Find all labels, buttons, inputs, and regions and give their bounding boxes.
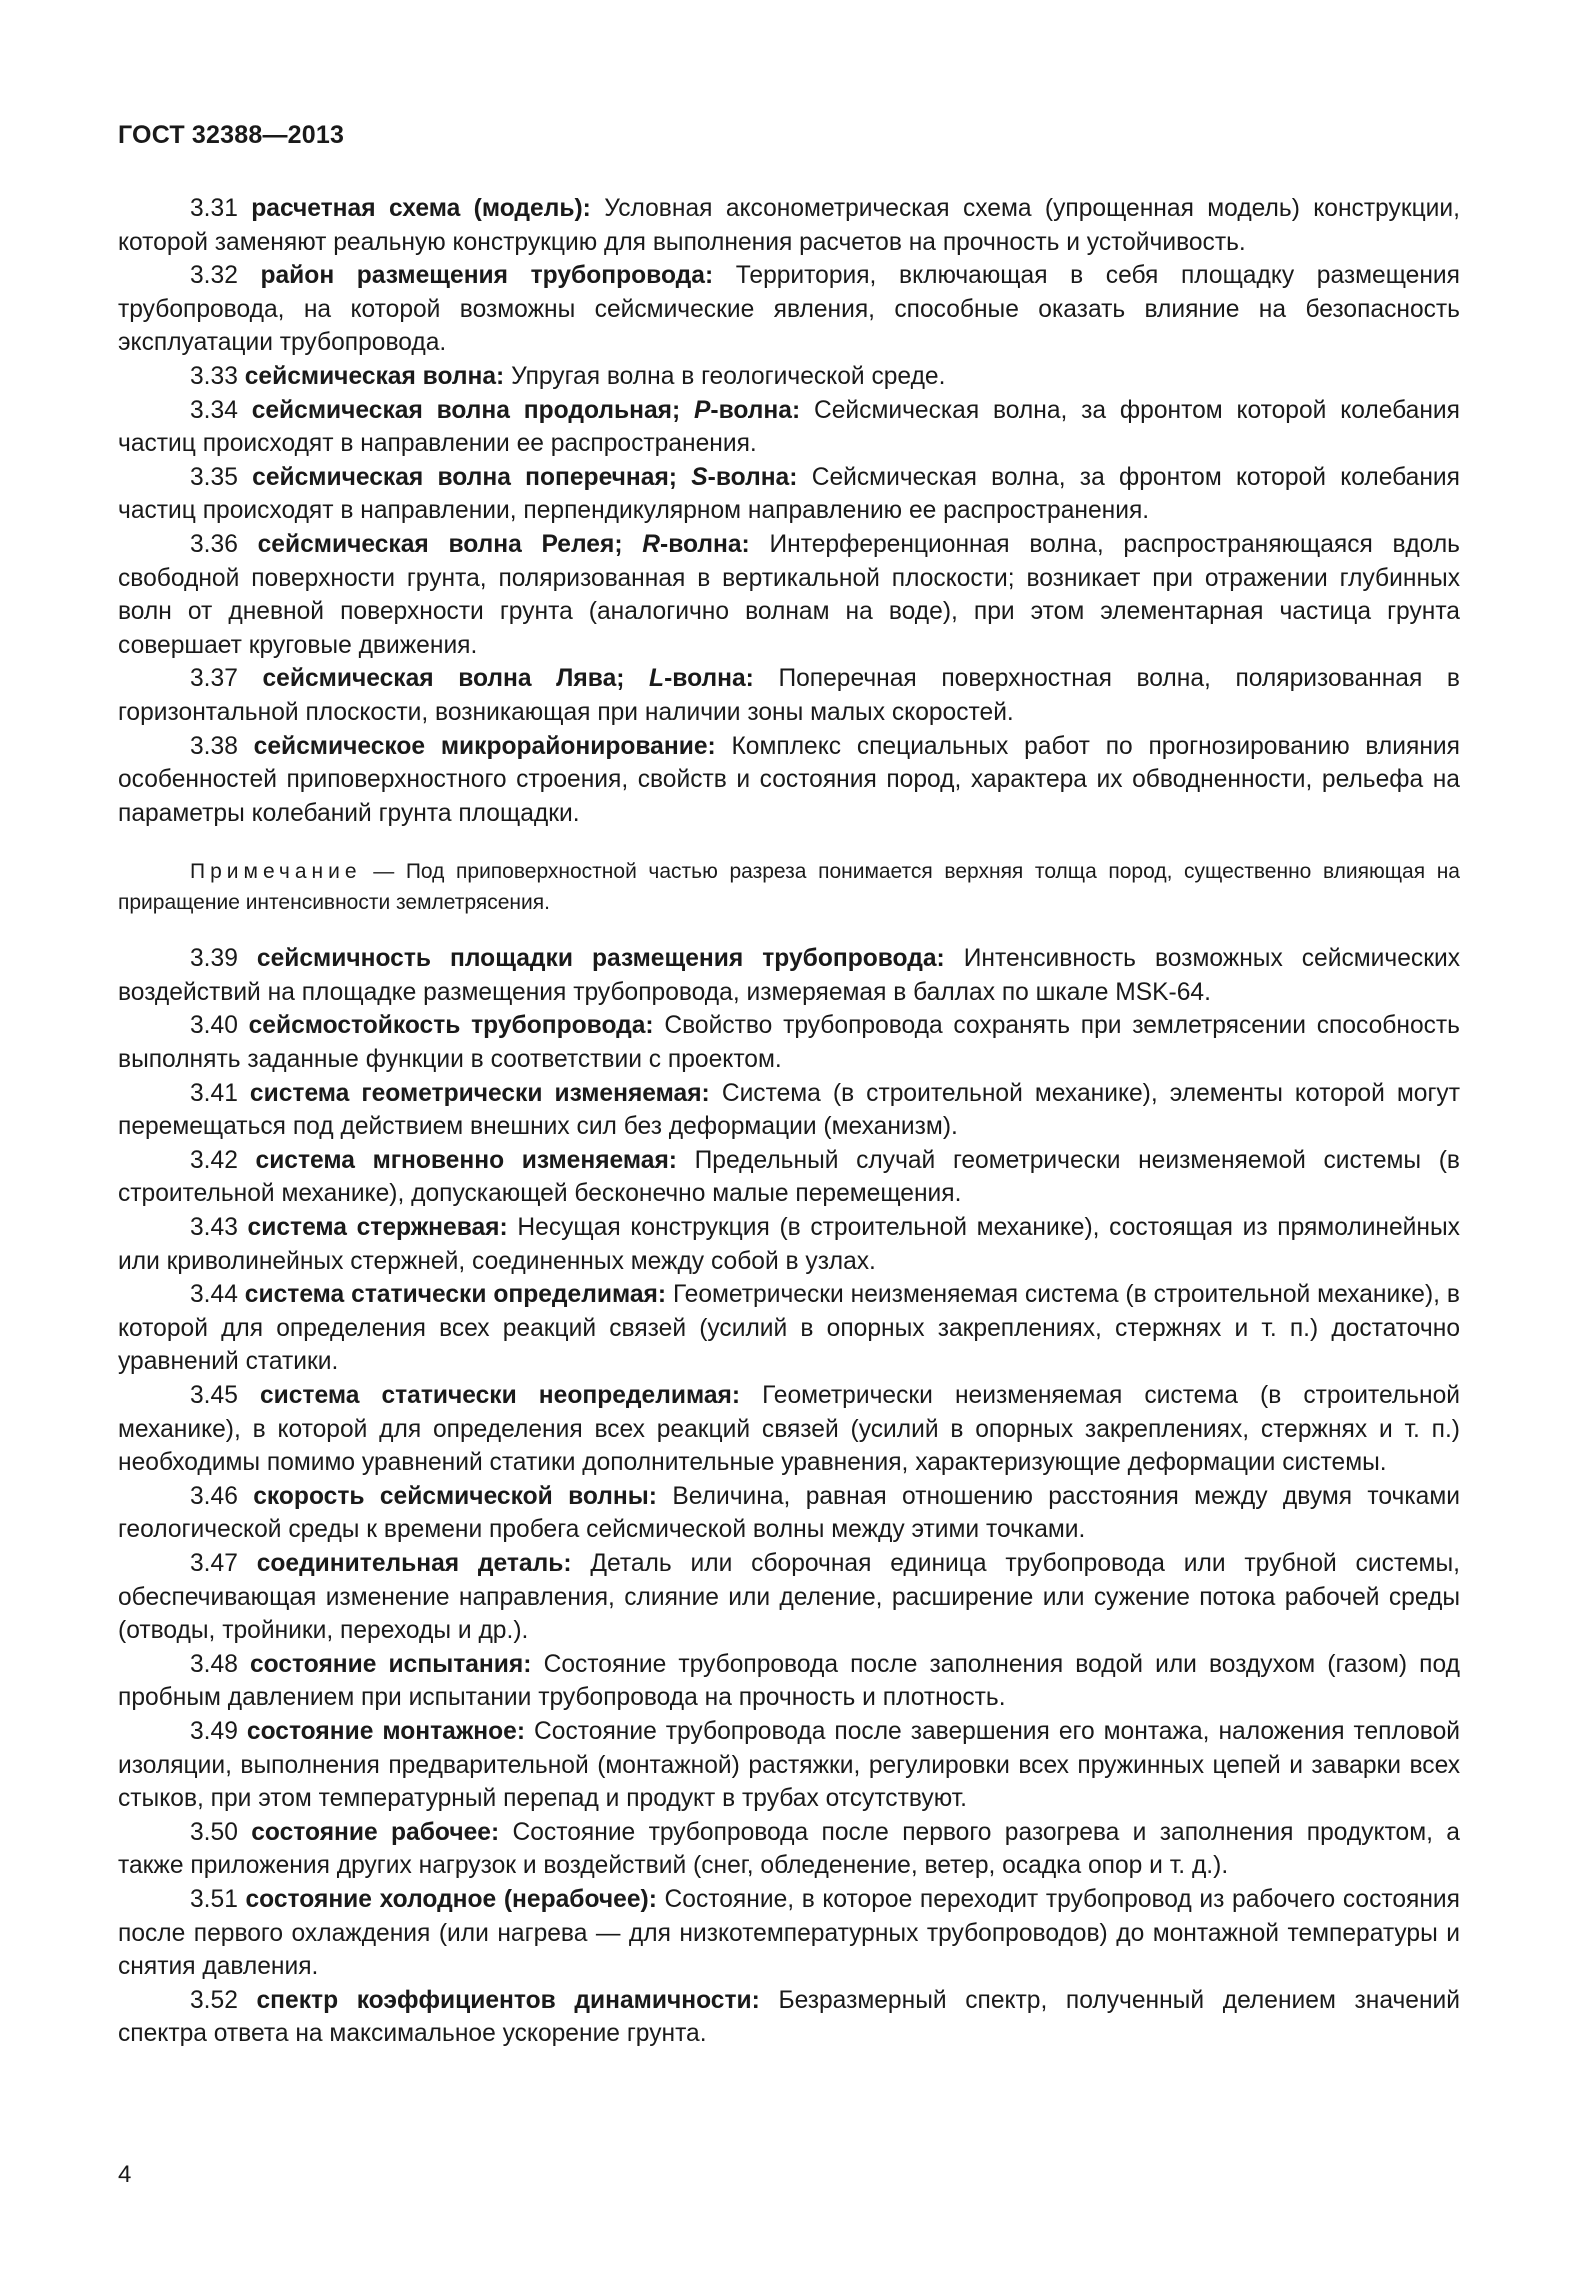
term-name-part: сейсмическая волна поперечная; bbox=[252, 463, 692, 491]
term-number: 3.45 bbox=[190, 1382, 238, 1409]
term-name-part: система статически неопределимая: bbox=[259, 1382, 741, 1409]
term-name bbox=[245, 1281, 666, 1308]
term-entry bbox=[118, 394, 1460, 461]
term-definition: Территория, включающая в себя площадку размещения трубопровода, на которой возможны сейсмические явления, способные оказать влияние на безопасность эксплуатации трубопровода. bbox=[118, 262, 1460, 357]
term-number: 3.48 bbox=[190, 1650, 238, 1678]
term-number: 3.37 bbox=[190, 665, 238, 693]
term-number: 3.35 bbox=[190, 463, 238, 491]
term-entry bbox=[118, 942, 1460, 1009]
term-name-part: L bbox=[649, 665, 665, 693]
term-name-part: скорость сейсмической волны: bbox=[253, 1482, 657, 1510]
term-number: 3.43 bbox=[190, 1214, 238, 1242]
term-number: 3.50 bbox=[190, 1818, 238, 1846]
term-definition: Предельный случай геометрически неизменяемой системы (в строительной механике), допускающей бесконечно малые перемещения. bbox=[118, 1146, 1460, 1208]
term-number: 3.33 bbox=[190, 362, 238, 390]
term-name bbox=[257, 945, 945, 972]
term-entry bbox=[118, 1883, 1460, 1984]
term-entry bbox=[118, 1984, 1460, 2051]
term-name bbox=[254, 733, 716, 760]
note-text: — Под приповерхностной частью разреза понимается верхняя толща пород, существенно влияющая на приращение интенсивности землетрясения. bbox=[118, 860, 1460, 915]
term-name-part: сейсмическое микрорайонирование: bbox=[253, 732, 716, 760]
term-name-part: сейсмостойкость трубопровода: bbox=[248, 1012, 654, 1040]
term-definition: Интерференционная волна, распространяющаяся вдоль свободной поверхности грунта, поляризованная в вертикальной плоскости; возникает при отражении глубинных волн от дневной поверхности грунта (аналогично волнам на воде), при этом элементарная частица грунта совершает круговые движения. bbox=[118, 530, 1460, 659]
term-entry bbox=[118, 662, 1460, 729]
term-number: 3.38 bbox=[190, 732, 238, 760]
term-name-part: система статически определимая: bbox=[244, 1281, 667, 1309]
term-number: 3.49 bbox=[190, 1717, 238, 1745]
term-name-part: состояние холодное (нерабочее): bbox=[245, 1885, 657, 1913]
term-number: 3.36 bbox=[190, 530, 238, 558]
term-name bbox=[245, 363, 505, 390]
term-definition: Состояние трубопровода после заполнения водой или воздухом (газом) под пробным давлением при испытании трубопровода на прочность и плотность. bbox=[118, 1650, 1460, 1712]
term-definition: Безразмерный спектр, полученный делением значений спектра ответа на максимальное ускорение грунта. bbox=[118, 1986, 1461, 2048]
term-name-part: сейсмическая волна: bbox=[244, 362, 505, 390]
term-number: 3.40 bbox=[190, 1012, 238, 1040]
term-name bbox=[246, 1886, 657, 1913]
term-definition: Геометрически неизменяемая система (в строительной механике), в которой для определения всех реакций связей (усилий в опорных закреплениях, стержнях и т. п.) достаточно уравнений статики. bbox=[118, 1281, 1460, 1376]
term-definition: Сейсмическая волна, за фронтом которой колебания частиц происходят в направлении, перпендикулярном направлению ее распространения. bbox=[118, 463, 1460, 525]
term-name-part: система мгновенно изменяемая: bbox=[255, 1146, 677, 1174]
term-name-part: соединительная деталь: bbox=[256, 1549, 572, 1577]
term-entry bbox=[118, 192, 1460, 259]
document-header: ГОСТ 32388—2013 bbox=[118, 121, 345, 149]
term-name bbox=[260, 262, 713, 289]
term-name bbox=[250, 1080, 710, 1107]
term-name bbox=[257, 1550, 572, 1577]
term-number: 3.34 bbox=[190, 396, 238, 424]
term-name bbox=[262, 665, 753, 692]
term-name bbox=[260, 1382, 740, 1409]
term-number: 3.42 bbox=[190, 1146, 238, 1174]
term-definition: Упругая волна в геологической среде. bbox=[511, 362, 946, 390]
term-definition: Поперечная поверхностная волна, поляризованная в горизонтальной плоскости, возникающая при наличии зоны малых скоростей. bbox=[118, 665, 1460, 726]
term-definition: Свойство трубопровода сохранять при землетрясении способность выполнять заданные функции в соответствии с проектом. bbox=[118, 1012, 1460, 1074]
term-number: 3.39 bbox=[190, 945, 238, 973]
term-entry bbox=[118, 1144, 1460, 1211]
term-entry bbox=[118, 730, 1460, 831]
term-name-part: сейсмическая волна продольная; bbox=[251, 396, 694, 424]
term-definition: Интенсивность возможных сейсмических воздействий на площадке размещения трубопровода, измеряемая в баллах по шкале MSK-64. bbox=[118, 945, 1460, 1006]
term-name-part: расчетная схема (модель): bbox=[251, 195, 591, 222]
term-definition: Геометрически неизменяемая система (в строительной механике), в которой для определения всех реакций связей (усилий в опорных закреплениях, стержнях и т. п.) необходимы помимо уравнений статики дополнительные уравнения, характеризующие деформации системы. bbox=[118, 1382, 1460, 1477]
term-number: 3.51 bbox=[190, 1885, 238, 1913]
term-entry bbox=[118, 1211, 1460, 1278]
term-name-part: спектр коэффициентов динамичности: bbox=[256, 1986, 760, 2014]
term-name bbox=[253, 1483, 657, 1510]
term-definition: Состояние, в которое переходит трубопровод из рабочего состояния после первого охлаждения (или нагрева — для низкотемпературных трубопроводов) до монтажной температуры и снятия давления. bbox=[118, 1885, 1460, 1981]
term-entry bbox=[118, 1480, 1460, 1547]
term-definition: Система (в строительной механике), элементы которой могут перемещаться под действием внешних сил без деформации (механизм). bbox=[118, 1079, 1460, 1141]
term-name-part: система стержневая: bbox=[247, 1214, 508, 1242]
term-name-part: S bbox=[691, 463, 708, 491]
term-name-part: район размещения трубопровода: bbox=[260, 262, 714, 290]
term-number: 3.44 bbox=[190, 1281, 238, 1309]
term-entry bbox=[118, 461, 1460, 528]
term-number: 3.47 bbox=[190, 1549, 238, 1577]
term-name-part: -волна: bbox=[707, 463, 798, 491]
page-number: 4 bbox=[118, 2161, 132, 2188]
term-entry bbox=[118, 1816, 1460, 1883]
term-entry bbox=[118, 1547, 1460, 1648]
terms-list-before-note bbox=[118, 192, 1460, 830]
term-number: 3.52 bbox=[190, 1986, 238, 2014]
term-definition: Состояние трубопровода после первого разогрева и заполнения продуктом, а также приложения других нагрузок и воздействий (снег, обледенение, ветер, осадка опор и т. д.). bbox=[118, 1818, 1460, 1880]
term-definition: Комплекс специальных работ по прогнозированию влияния особенностей приповерхностного строения, свойств и состояния пород, характера их обводненности, рельефа на параметры колебаний грунта площадки. bbox=[118, 732, 1460, 827]
term-name bbox=[252, 397, 800, 424]
term-number: 3.31 bbox=[190, 195, 238, 222]
term-number: 3.32 bbox=[190, 262, 238, 290]
terms-list-after-note bbox=[118, 942, 1460, 2051]
note-paragraph bbox=[118, 856, 1460, 918]
term-number: 3.46 bbox=[190, 1482, 238, 1510]
term-name-part: сейсмическая волна Релея; bbox=[257, 530, 643, 558]
term-entry bbox=[118, 1009, 1460, 1076]
term-name bbox=[248, 1214, 508, 1241]
term-entry bbox=[118, 360, 1460, 394]
term-definition: Величина, равная отношению расстояния между двумя точками геологической среды к времени пробега сейсмической волны между этими точками. bbox=[118, 1482, 1460, 1544]
term-name bbox=[250, 1651, 531, 1678]
term-name bbox=[251, 1819, 499, 1846]
term-entry bbox=[118, 1379, 1460, 1480]
term-name-part: R bbox=[642, 530, 660, 558]
term-name-part: -волна: bbox=[710, 396, 801, 424]
term-name-part: -волна: bbox=[660, 530, 750, 558]
term-definition: Условная аксонометрическая схема (упрощенная модель) конструкции, которой заменяют реальную конструкцию для выполнения расчетов на прочность и устойчивость. bbox=[118, 195, 1460, 256]
term-definition: Несущая конструкция (в строительной механике), состоящая из прямолинейных или криволинейных стержней, соединенных между собой в узлах. bbox=[118, 1214, 1460, 1275]
term-name bbox=[247, 1718, 525, 1745]
term-number: 3.41 bbox=[190, 1079, 238, 1107]
term-entry bbox=[118, 1648, 1460, 1715]
term-entry bbox=[118, 1278, 1460, 1379]
term-entry bbox=[118, 1715, 1460, 1816]
term-name-part: сейсмическая волна Лява; bbox=[262, 665, 650, 693]
term-name-part: состояние монтажное: bbox=[246, 1717, 526, 1745]
document-page bbox=[118, 118, 1460, 2228]
term-name bbox=[251, 195, 591, 222]
term-name-part: P bbox=[694, 396, 711, 424]
term-name-part: состояние рабочее: bbox=[251, 1818, 500, 1846]
term-name bbox=[257, 1987, 760, 2014]
term-name bbox=[252, 464, 797, 491]
term-definition: Сейсмическая волна, за фронтом которой колебания частиц происходят в направлении ее распространения. bbox=[118, 396, 1460, 458]
term-name-part: состояние испытания: bbox=[249, 1650, 532, 1678]
term-name bbox=[258, 531, 750, 558]
term-name-part: сейсмичность площадки размещения трубопровода: bbox=[256, 945, 945, 973]
term-entry bbox=[118, 528, 1460, 662]
term-entry bbox=[118, 1077, 1460, 1144]
term-name bbox=[256, 1147, 677, 1174]
term-definition: Состояние трубопровода после завершения его монтажа, наложения тепловой изоляции, выполнения предварительной (монтажной) растяжки, регулировки всех пружинных цепей и заварки всех стыков, при этом температурный перепад и продукт в трубах отсутствуют. bbox=[118, 1717, 1461, 1813]
term-name bbox=[249, 1012, 654, 1039]
note-label: Примечание bbox=[190, 860, 362, 884]
term-name-part: -волна: bbox=[664, 665, 754, 693]
term-entry bbox=[118, 259, 1460, 360]
term-definition: Деталь или сборочная единица трубопровода или трубной системы, обеспечивающая изменение направления, слияние или деление, расширение или сужение потока рабочей среды (отводы, тройники, переходы и др.). bbox=[118, 1549, 1460, 1645]
term-name-part: система геометрически изменяемая: bbox=[249, 1079, 710, 1107]
